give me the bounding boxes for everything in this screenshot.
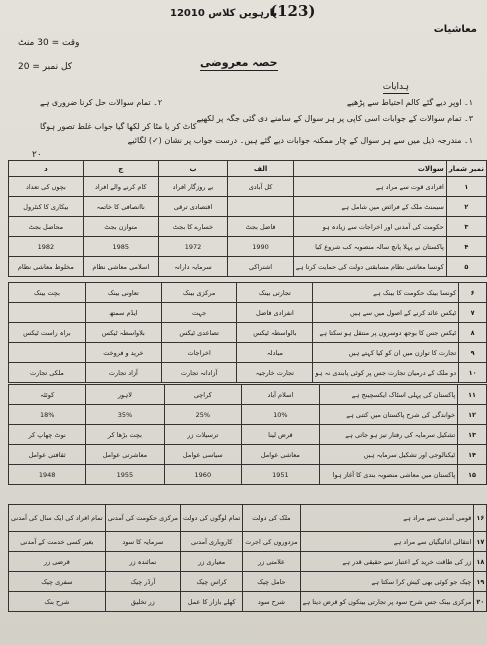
question-number: ۱۴ (458, 445, 487, 465)
option-d (9, 303, 86, 323)
instruction-5: ۱۔ مندرجہ ذیل میں سے ہر سوال کے چار ممکنہ جوابات دیے گئے ہیں۔ درست جواب پر نشان (✓) لگائیے (127, 136, 473, 145)
hand-mark: ۲۰ (32, 150, 42, 160)
question-text: ٹیکس عائد کرنے کے اصول میں سے ہیں (313, 303, 459, 323)
option-c: اسلامی معاشی نظام (83, 257, 158, 277)
option-d: بیکاری کا کنٹرول (9, 197, 84, 217)
option-b: کراس چیک (181, 572, 243, 592)
question-text: سیمنٹ ملک کے فرائض میں شامل ہے (293, 197, 446, 217)
question-row (9, 177, 487, 197)
instruction-1: ۱۔ اوپر دیے گئے کالم احتیاط سے پڑھیے (346, 98, 473, 107)
question-text: کونسا معاشی نظام مسابقتی دولت کی حمایت کرتا ہے (293, 257, 446, 277)
class-heading: بارہویں کلاس 12010 (170, 8, 278, 19)
question-number: ۶ (459, 283, 487, 303)
question-text: قومی آمدنی سے مراد ہے (300, 505, 474, 532)
question-text: کونسا بینک حکومت کا بینک ہے (313, 283, 459, 303)
question-row (9, 465, 487, 485)
question-text: افرادی قوت سے مراد ہے (293, 177, 446, 197)
option-b: آزادانہ تجارت (161, 363, 236, 383)
question-text: چیک جو کوئی بھی کیش کرا سکتا ہے (300, 572, 474, 592)
subject-title: معاشیات (433, 24, 477, 35)
option-d: تمام افراد کی ایک سال کی آمدنی (9, 505, 106, 532)
option-b: سرمایہ دارانہ (158, 257, 227, 277)
option-b: ترسیلات زر (164, 425, 242, 445)
questions-table-1 (8, 160, 487, 277)
instructions-title: ہدایات (382, 82, 409, 92)
question-number: ۲ (446, 197, 486, 217)
option-d: ثقافتی عوامل (9, 445, 86, 465)
col-header-d: د (9, 161, 84, 177)
option-b: کھلے بازار کا عمل (181, 592, 243, 612)
option-b: سیاسی عوامل (164, 445, 242, 465)
option-c: 1985 (83, 237, 158, 257)
option-b: تمام لوگوں کی دولت (181, 505, 243, 532)
question-number: ۲۰ (474, 592, 487, 612)
option-d: بچت بینک (9, 283, 86, 303)
option-c: متوازن بجٹ (83, 217, 158, 237)
instruction-4: کاٹ کر یا مٹا کر لکھا گیا جواب غلط تصور ہوگا (40, 122, 197, 131)
question-number: ۱۸ (474, 552, 487, 572)
question-text: حکومت کی آمدنی اور اخراجات سے زیادہ ہو (293, 217, 446, 237)
option-c: ایڈم سمتھ (85, 303, 161, 323)
section-title: حصہ معروضی (200, 56, 278, 69)
option-c: خرید و فروخت (85, 343, 161, 363)
option-c: سرمایہ کا سود (105, 532, 180, 552)
question-number: ۳ (446, 217, 486, 237)
option-a: 10% (242, 405, 320, 425)
option-d: 18% (9, 405, 86, 425)
option-c: بچت بڑھا کر (86, 425, 164, 445)
option-b: اخراجات (161, 343, 236, 363)
option-a (228, 197, 294, 217)
option-a: ملک کی دولت (243, 505, 300, 532)
question-row (9, 592, 487, 612)
option-d: بچوں کی تعداد (9, 177, 84, 197)
question-number: ۱۲ (458, 405, 487, 425)
instruction-3: ۳۔ تمام سوالات کے جوابات اسی کاپی پر ہر سوال کے سامنے دی گئی جگہ پر لکھیے (196, 114, 473, 123)
question-row (9, 425, 487, 445)
option-c: آرڈر چیک (105, 572, 180, 592)
option-a: اسلام آباد (242, 385, 320, 405)
question-row (9, 343, 487, 363)
question-number: ۱ (446, 177, 486, 197)
col-header-b: ب (158, 161, 227, 177)
question-row (9, 303, 487, 323)
instruction-2: ۲۔ تمام سوالات حل کرنا ضروری ہے (40, 98, 163, 107)
total-marks: کل نمبر = 20 (18, 62, 73, 72)
question-text: پاکستان میں معاشی منصوبہ بندی کا آغاز ہوا (319, 465, 458, 485)
question-row (9, 217, 487, 237)
option-c: 35% (86, 405, 164, 425)
option-a: مزدوروں کی اجرت (243, 532, 300, 552)
option-d: مخلوط معاشی نظام (9, 257, 84, 277)
option-b: 1972 (158, 237, 227, 257)
option-c: لاہور (86, 385, 164, 405)
question-number: ۱۳ (458, 425, 487, 445)
option-b: مرکزی بینک (161, 283, 236, 303)
option-c: کام کرنے والے افراد (83, 177, 158, 197)
questions-table-3 (8, 384, 487, 485)
question-number: ۴ (446, 237, 486, 257)
option-a: معاشی عوامل (242, 445, 320, 465)
question-number: ۱۱ (458, 385, 487, 405)
option-a: مبادلہ (237, 343, 313, 363)
option-a: حامل چیک (243, 572, 300, 592)
option-c: آزاد تجارت (85, 363, 161, 383)
option-c: معاشرتی عوامل (86, 445, 164, 465)
option-a: فاضل بجٹ (228, 217, 294, 237)
option-d: قرضی زر (9, 552, 106, 572)
option-b: خسارے کا بجٹ (158, 217, 227, 237)
question-row (9, 405, 487, 425)
question-row (9, 323, 487, 343)
option-c: 1955 (86, 465, 164, 485)
question-number: ۱۶ (474, 505, 487, 532)
col-header-number: نمبر شمار (446, 161, 486, 177)
questions-table-2 (8, 282, 487, 383)
option-b: تصاعدی ٹیکس (161, 323, 236, 343)
option-a: بالواسطہ ٹیکس (237, 323, 313, 343)
question-text: پاکستان نے پہلا پانچ سالہ منصوبہ کب شروع کیا (293, 237, 446, 257)
option-d: سفری چیک (9, 572, 106, 592)
col-header-question: سوالات (293, 161, 446, 177)
option-c: زر تخلیق (105, 592, 180, 612)
question-row (9, 283, 487, 303)
option-c: بلاواسطہ ٹیکس (85, 323, 161, 343)
questions-table-4 (8, 504, 487, 612)
option-b: 1960 (164, 465, 242, 485)
option-b: 25% (164, 405, 242, 425)
option-b: معیاری زر (181, 552, 243, 572)
option-d: کوئٹہ (9, 385, 86, 405)
option-d: شرح بنک (9, 592, 106, 612)
option-b: جہت (161, 303, 236, 323)
question-row (9, 197, 487, 217)
question-number: ۱۰ (459, 363, 487, 383)
time-allowed: وقت = 30 منٹ (18, 38, 80, 48)
option-a: 1951 (242, 465, 320, 485)
option-a: شرح سود (243, 592, 300, 612)
option-d: بغیر کسی خدمت کے آمدنی (9, 532, 106, 552)
option-d: ملکی تجارت (9, 363, 86, 383)
option-d (9, 343, 86, 363)
option-a: قرض لینا (242, 425, 320, 445)
question-row (9, 572, 487, 592)
question-row (9, 363, 487, 383)
question-number: ۸ (459, 323, 487, 343)
question-number: ۱۹ (474, 572, 487, 592)
option-c: نمائندہ زر (105, 552, 180, 572)
question-text: ٹیکس جس کا بوجھ دوسروں پر منتقل ہو سکتا ہے (313, 323, 459, 343)
question-row (9, 505, 487, 532)
option-d: 1982 (9, 237, 84, 257)
option-a: کل آبادی (228, 177, 294, 197)
question-text: مرکزی بینک جس شرح سود پر تجارتی بینکوں کو قرض دیتا ہے (300, 592, 474, 612)
option-a: علامتی زر (243, 552, 300, 572)
option-a: انفرادی فاضل (237, 303, 313, 323)
question-number: ۹ (459, 343, 487, 363)
option-b: کاروباری آمدنی (181, 532, 243, 552)
option-c: ناانصافی کا خاتمہ (83, 197, 158, 217)
option-a: تجارت خارجیہ (237, 363, 313, 383)
option-a: اشتراکی (228, 257, 294, 277)
option-b: کراچی (164, 385, 242, 405)
option-d: 1948 (9, 465, 86, 485)
col-header-a: الف (228, 161, 294, 177)
question-text: زر کی طاقت خرید کے اعتبار سے حقیقی قدر ہے (300, 552, 474, 572)
option-b: بے روزگار افراد (158, 177, 227, 197)
question-number: ۱۷ (474, 532, 487, 552)
question-number: ۷ (459, 303, 487, 323)
question-row (9, 385, 487, 405)
col-header-c: ج (83, 161, 158, 177)
option-c: مرکزی حکومت کی آمدنی (105, 505, 180, 532)
option-d: محاصل بجٹ (9, 217, 84, 237)
question-row (9, 237, 487, 257)
option-a: 1990 (228, 237, 294, 257)
option-c: تعاونی بینک (85, 283, 161, 303)
option-d: نوٹ چھاپ کر (9, 425, 86, 445)
question-number: ۱۵ (458, 465, 487, 485)
question-row (9, 552, 487, 572)
question-text: دو ملک کے درمیان تجارت جس پر کوئی پابندی نہ ہو (313, 363, 459, 383)
question-text: خواندگی کی شرح پاکستان میں کتنی ہے (319, 405, 458, 425)
option-b: اقتصادی ترقی (158, 197, 227, 217)
question-text: تشکیل سرمایہ کی رفتار تیز ہو جاتی ہے (319, 425, 458, 445)
question-text: پاکستان کی پہلی اسٹاک ایکسچینج ہے (319, 385, 458, 405)
question-text: انتقالی ادائیگیاں سے مراد ہے (300, 532, 474, 552)
handwritten-number: (123) (270, 2, 316, 20)
question-text: تجارت کا توازن میں ان کو کیا کہتے ہیں (313, 343, 459, 363)
question-row (9, 532, 487, 552)
question-number: ۵ (446, 257, 486, 277)
question-row (9, 445, 487, 465)
question-row (9, 257, 487, 277)
option-a: تجارتی بینک (237, 283, 313, 303)
question-text: ٹیکنالوجی اور تشکیل سرمایہ ہیں (319, 445, 458, 465)
option-d: براہ راست ٹیکس (9, 323, 86, 343)
